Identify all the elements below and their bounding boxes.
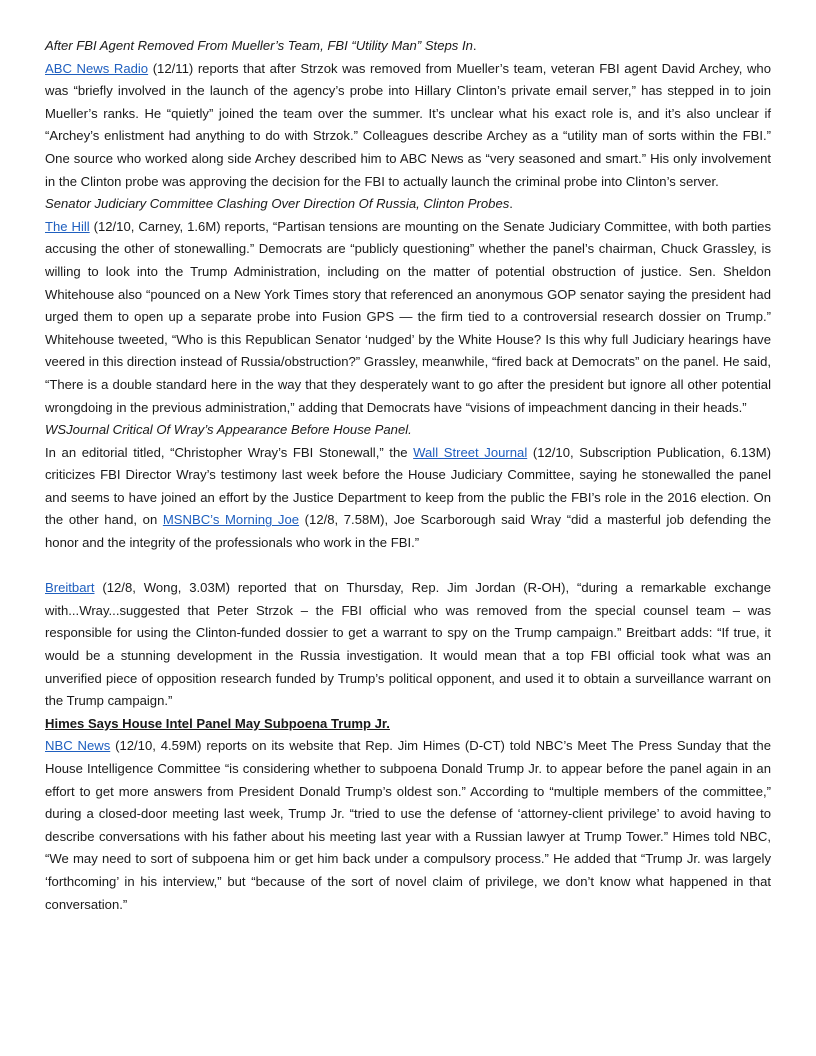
source-link-abc-news-radio[interactable]: ABC News Radio (45, 60, 149, 76)
section-heading (45, 419, 771, 442)
section-heading (45, 35, 771, 58)
source-link-the-hill[interactable]: The Hill (45, 218, 90, 234)
article-paragraph (45, 577, 771, 713)
article-paragraph (45, 442, 771, 555)
heading-text: WSJournal Critical Of Wray’s Appearance Before House Panel. (45, 422, 412, 438)
document-page (45, 35, 771, 916)
spacer (45, 555, 771, 578)
paragraph-text: (12/10, Subscription Publication, 6.13M) criticizes FBI Director Wray’s testimony last week before the House Judiciary Committee, saying he stonewalled the panel and seems to have joined an effort by the Justice Department to keep from the public the FBI’s role in the 2016 election. On the other hand, on (45, 444, 771, 528)
paragraph-text: (12/10, Carney, 1.6M) reports, “Partisan tensions are mounting on the Senate Judiciary Committee, with both parties accusing the other of stonewalling.” Democrats are “publicly questioning” whether the panel’s chairman, Chuck Grassley, is willing to look into the Trump Administration, including on the matter of potential obstruction of justice. Sen. Sheldon Whitehouse also “pounced on a New York Times story that referenced an anonymous GOP senator saying the president had urged them to open up a separate probe into Fusion GPS — the firm tied to a controversial research dossier on Trump.” Whitehouse tweeted, “Who is this Republican Senator ‘nudged’ by the White House? Is this why full Judiciary hearings have veered in this direction instead of Russia/obstruction?” Grassley, meanwhile, “fired back at Democrats” on the panel. He said, “There is a double standard here in the way that they desperately want to go after the president but ignore all other potential wrongdoing in the previous administration,” adding that Democrats have “visions of impeachment dancing in their heads.” (45, 218, 771, 415)
section-heading (45, 193, 771, 216)
heading-period: . (472, 38, 477, 53)
heading-text: Senator Judiciary Committee Clashing Over Direction Of Russia, Clinton Probes (45, 196, 510, 212)
article-paragraph (45, 58, 771, 194)
paragraph-text: (12/8, 7.58M), Joe Scarborough said Wray “did a masterful job defending the honor and the integrity of the professionals who work in the FBI.” (45, 512, 771, 551)
section-heading (45, 713, 771, 736)
paragraph-text: In an editorial titled, “Christopher Wray’s FBI Stonewall,” the (45, 444, 414, 460)
source-link-wall-street-journal[interactable]: Wall Street Journal (413, 444, 528, 460)
source-link-nbc-news[interactable]: NBC News (45, 738, 111, 754)
article-paragraph (45, 735, 771, 916)
heading-text: Himes Says House Intel Panel May Subpoena Trump Jr. (45, 715, 390, 731)
paragraph-text: (12/10, 4.59M) reports on its website that Rep. Jim Himes (D-CT) told NBC’s Meet The Press Sunday that the House Intelligence Committee “is considering whether to subpoena Donald Trump Jr. to appear before the panel again in an effort to get more answers from President Donald Trump’s oldest son.” According to “multiple members of the committee,” during a closed-door meeting last week, Trump Jr. “tried to use the defense of ‘attorney-client privilege’ to avoid having to describe conversations with his father about his meeting last year with a Russian lawyer at Trump Tower.” Himes told NBC, “We may need to sort of subpoena him or get him back under a compulsory process.” He added that “Trump Jr. was largely ‘forthcoming’ in his interview,” but “because of the sort of novel claim of privilege, we don’t know what happened in that conversation.” (45, 738, 771, 912)
article-paragraph (45, 216, 771, 419)
paragraph-text: (12/8, Wong, 3.03M) reported that on Thursday, Rep. Jim Jordan (R-OH), “during a remarkable exchange with...Wray...suggested that Peter Strzok – the FBI official who was removed from the special counsel team – was responsible for using the Clinton-funded dossier to get a warrant to spy on the Trump campaign.” Breitbart adds: “If true, it would be a stunning development in the Russia investigation. It would mean that a top FBI official took what was an unverified piece of opposition research funded by Trump’s political opponent, and used it to obtain a surveillance warrant on the Trump campaign.” (45, 580, 771, 709)
paragraph-text: (12/11) reports that after Strzok was removed from Mueller’s team, veteran FBI agent David Archey, who was “briefly involved in the launch of the agency’s probe into Hillary Clinton’s private email server,” has stepped in to join Mueller’s ranks. He “quietly” joined the team over the summer. It’s unclear what his exact role is, and it’s also unclear if “Archey’s enlistment had anything to do with Strzok.” Colleagues describe Archey as a “utility man of sorts within the FBI.” One source who worked along side Archey described him to ABC News as “very seasoned and smart.” His only involvement in the Clinton probe was approving the decision for the FBI to actually launch the criminal probe into Clinton’s server. (45, 60, 771, 189)
source-link-breitbart[interactable]: Breitbart (45, 580, 95, 596)
source-link-msnbc-morning-joe[interactable]: MSNBC’s Morning Joe (162, 512, 300, 528)
heading-text: After FBI Agent Removed From Mueller’s Team, FBI “Utility Man” Steps In (45, 38, 473, 53)
heading-period: . (509, 196, 513, 212)
